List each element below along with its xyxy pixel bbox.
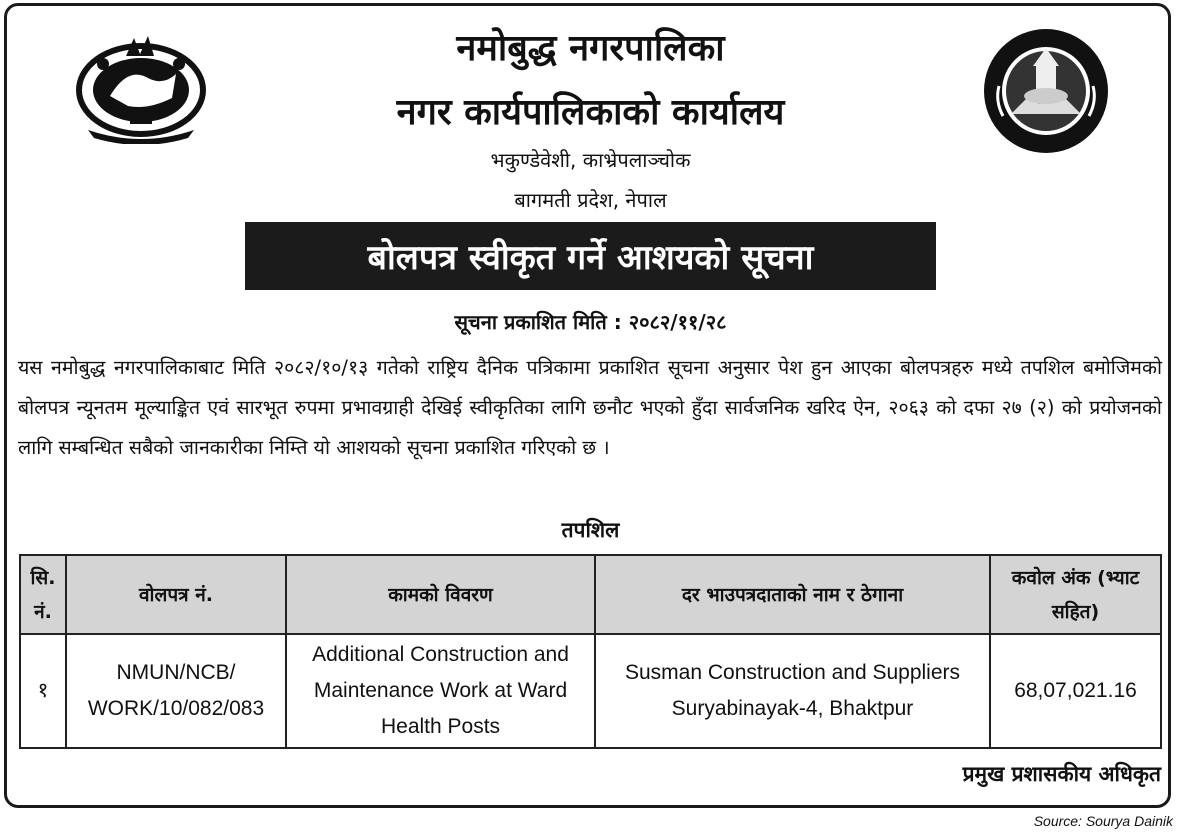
published-date-label: सूचना प्रकाशित मिति :: [454, 310, 622, 334]
notice-title: बोलपत्र स्वीकृत गर्ने आशयको सूचना: [245, 222, 936, 290]
address-line-1: भकुण्डेवेशी, काभ्रेपलाञ्चोक: [490, 148, 691, 172]
col-header-amount: कवोल अंक (भ्याट सहित): [990, 555, 1161, 634]
details-heading: तपशिल: [561, 518, 620, 542]
table-header-row: [20, 555, 1161, 634]
municipality-name: नमोबुद्ध नगरपालिका: [456, 28, 725, 69]
cell-amount: 68,07,021.16: [990, 634, 1161, 748]
office-name: नगर कार्यपालिकाको कार्यालय: [396, 92, 785, 133]
notice-body: यस नमोबुद्ध नगरपालिकाबाट मिति २०८२/१०/१३ गतेको राष्ट्रिय दैनिक पत्रिकामा प्रकाशित सूचना अनुसार पेश हुन आएका बोलपत्रहरु मध्ये तपशिल बमोजिमको बोलपत्र न्यूनतम मूल्याङ्कित एवं सारभूत रुपमा प्रभावग्राही देखिई स्वीकृतिका लागि छनौट भएको हुँदा सार्वजनिक खरिद ऐन, २०६३ को दफा २७ (२) को प्रयोजनको लागि सम्बन्धित सबैको जानकारीका निम्ति यो आशयको सूचना प्रकाशित गरिएको छ ।: [18, 356, 1162, 459]
details-table: [19, 554, 1162, 749]
source-credit: Source: Sourya Dainik: [1033, 813, 1173, 829]
address-line-2: बागमती प्रदेश, नेपाल: [514, 188, 667, 212]
cell-bid-no: NMUN/NCB/ WORK/10/082/083: [66, 634, 286, 748]
cell-bidder: Susman Construction and Suppliers Suryabinayak-4, Bhaktpur: [595, 634, 990, 748]
col-header-sn: सि. नं.: [20, 555, 66, 634]
cell-sn: १: [20, 634, 66, 748]
table-row: [20, 634, 1161, 748]
col-header-bidder: दर भाउपत्रदाताको नाम र ठेगाना: [595, 555, 990, 634]
published-date: [0, 308, 1181, 335]
col-header-description: कामको विवरण: [286, 555, 595, 634]
cell-description: Additional Construction and Maintenance Work at Ward Health Posts: [286, 634, 595, 748]
col-header-bid-no: वोलपत्र नं.: [66, 555, 286, 634]
signoff: प्रमुख प्रशासकीय अधिकृत: [962, 762, 1161, 786]
published-date-value: २०८२/११/२८: [628, 310, 727, 334]
